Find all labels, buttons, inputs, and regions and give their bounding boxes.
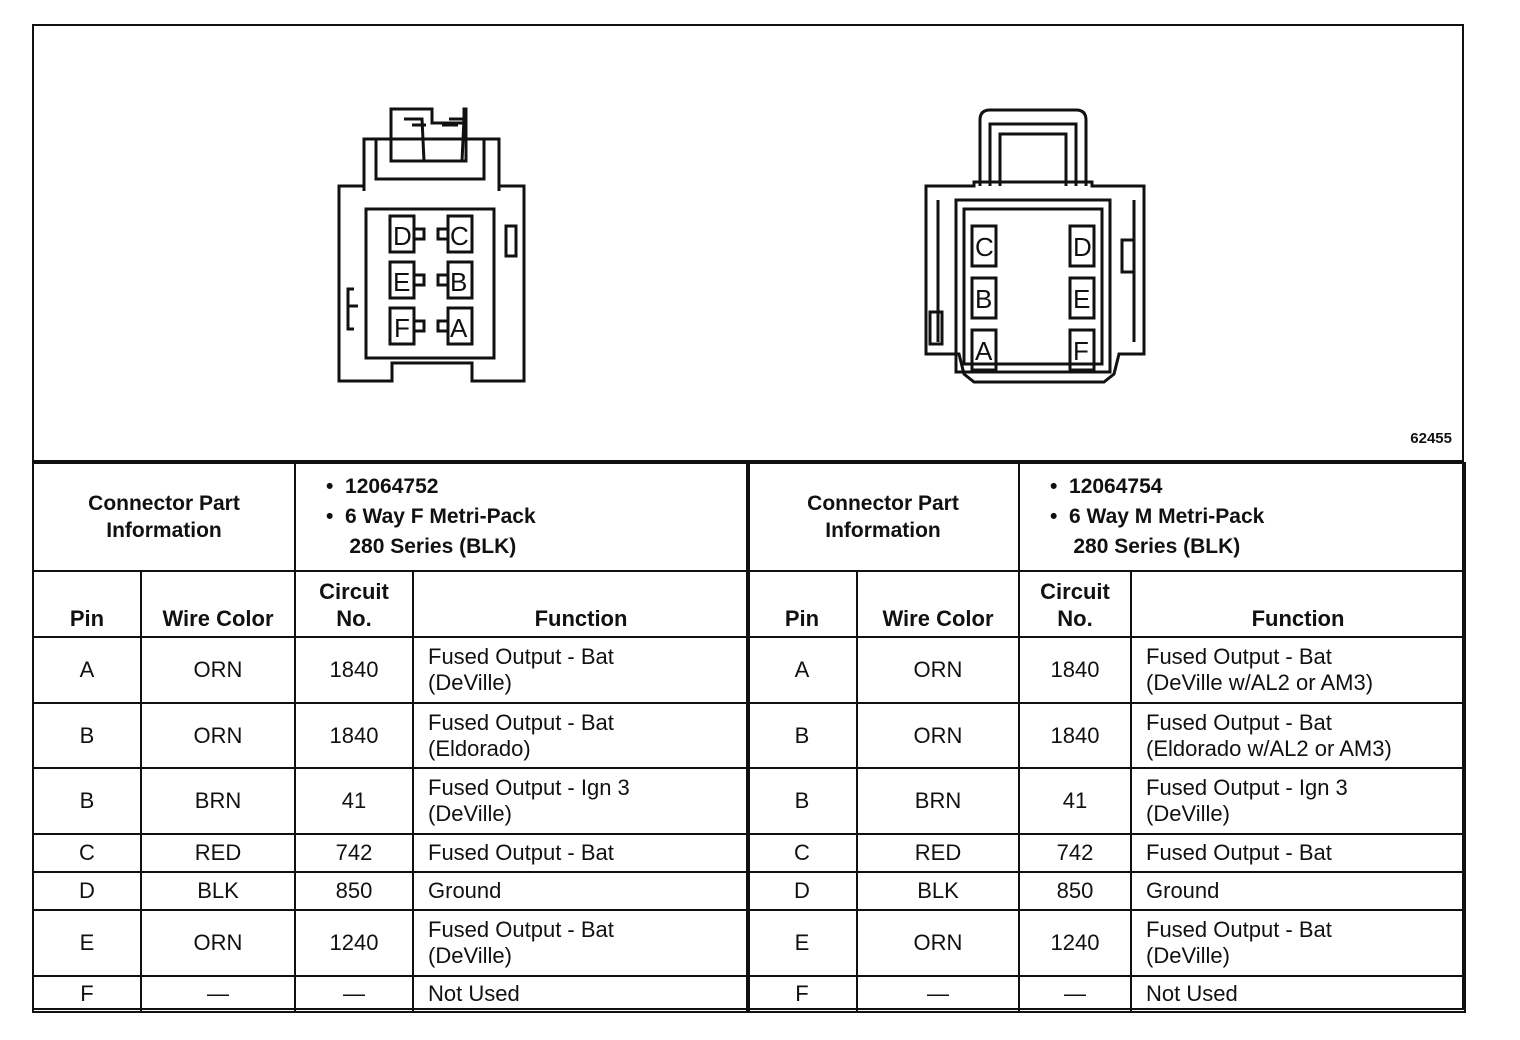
pin-cell: A xyxy=(747,637,857,703)
pin-label-f: F xyxy=(394,313,410,343)
function-line: (Eldorado w/AL2 or AM3) xyxy=(1146,735,1392,761)
function-line: Ground xyxy=(428,878,502,903)
table-row xyxy=(747,637,1465,703)
function-cell xyxy=(1131,637,1465,703)
wire-color-cell: RED xyxy=(857,834,1019,872)
function-line: Fused Output - Bat xyxy=(428,644,614,669)
col-header-pin: Pin xyxy=(33,571,141,637)
function-cell xyxy=(413,872,749,910)
table-row xyxy=(747,703,1465,768)
pin-cell: E xyxy=(33,910,141,976)
table-row xyxy=(33,976,749,1012)
pin-label-e: E xyxy=(393,267,411,297)
function-line: Fused Output - Bat xyxy=(1146,709,1332,735)
wire-color-cell: ORN xyxy=(141,910,295,976)
wire-color-cell: ORN xyxy=(141,637,295,703)
function-line: (DeVille) xyxy=(1146,943,1230,968)
right-connector-table xyxy=(746,462,1466,1013)
pin-cell: F xyxy=(33,976,141,1012)
wire-color-cell: BRN xyxy=(141,768,295,834)
function-cell xyxy=(413,703,749,768)
wire-color-cell: ORN xyxy=(857,910,1019,976)
table-row xyxy=(747,768,1465,834)
function-cell xyxy=(413,768,749,834)
pin-cell: B xyxy=(33,768,141,834)
col-header-function: Function xyxy=(413,571,749,637)
connector-info-title: Connector Part Information xyxy=(33,463,295,571)
circuit-cell: 850 xyxy=(1019,872,1131,910)
pin-label-f: F xyxy=(1073,336,1089,366)
col-header-wire-color: Wire Color xyxy=(857,571,1019,637)
function-line: Fused Output - Bat xyxy=(1146,644,1332,669)
function-line: (Eldorado) xyxy=(428,735,531,761)
pin-label-a: A xyxy=(975,336,993,366)
wire-color-cell: ORN xyxy=(141,703,295,768)
function-cell xyxy=(1131,834,1465,872)
function-cell xyxy=(1131,976,1465,1012)
function-line: Not Used xyxy=(1146,981,1238,1006)
pin-label-c: C xyxy=(975,232,994,262)
function-line: Fused Output - Bat xyxy=(428,709,614,735)
pin-label-d: D xyxy=(1073,232,1092,262)
wire-color-cell: BLK xyxy=(141,872,295,910)
table-row xyxy=(33,637,749,703)
function-cell xyxy=(1131,768,1465,834)
pin-label-b: B xyxy=(450,267,468,297)
pin-label-a: A xyxy=(450,313,468,343)
circuit-cell: 1840 xyxy=(295,703,413,768)
pin-label-d: D xyxy=(393,221,412,251)
function-line: Fused Output - Bat xyxy=(1146,917,1332,942)
female-connector-drawing xyxy=(334,101,534,391)
circuit-cell: — xyxy=(1019,976,1131,1012)
wire-color-cell: BLK xyxy=(857,872,1019,910)
function-line: Fused Output - Bat xyxy=(428,840,614,865)
wire-color-cell: RED xyxy=(141,834,295,872)
circuit-cell: 742 xyxy=(295,834,413,872)
connector-info-title: Connector Part Information xyxy=(747,463,1019,571)
left-connector-table xyxy=(32,462,750,1013)
wire-color-cell: BRN xyxy=(857,768,1019,834)
function-line: (DeVille w/AL2 or AM3) xyxy=(1146,670,1374,695)
function-cell xyxy=(1131,872,1465,910)
function-line: Not Used xyxy=(428,981,520,1006)
circuit-cell: 1240 xyxy=(1019,910,1131,976)
male-connector-drawing xyxy=(914,104,1154,394)
table-row xyxy=(33,872,749,910)
table-row xyxy=(747,872,1465,910)
pinout-tables xyxy=(34,460,1462,1010)
table-row xyxy=(747,910,1465,976)
circuit-cell: 1840 xyxy=(1019,637,1131,703)
pin-cell: A xyxy=(33,637,141,703)
diagram-frame xyxy=(32,24,1464,1010)
pin-label-e: E xyxy=(1073,284,1091,314)
table-row xyxy=(747,976,1465,1012)
circuit-cell: 742 xyxy=(1019,834,1131,872)
table-row xyxy=(33,834,749,872)
function-line: Fused Output - Bat xyxy=(1146,840,1332,865)
connector-part-info: • 12064754 • 6 Way M Metri-Pack 280 Series (BLK) xyxy=(1019,463,1465,571)
table-row xyxy=(33,768,749,834)
function-cell xyxy=(413,976,749,1012)
col-header-circuit: Circuit No. xyxy=(295,571,413,637)
circuit-cell: 41 xyxy=(295,768,413,834)
circuit-cell: 41 xyxy=(1019,768,1131,834)
pin-cell: F xyxy=(747,976,857,1012)
function-cell xyxy=(413,910,749,976)
pin-cell: D xyxy=(33,872,141,910)
connector-diagram-area xyxy=(34,26,1466,460)
pin-cell: B xyxy=(747,768,857,834)
function-cell xyxy=(413,834,749,872)
pin-cell: B xyxy=(33,703,141,768)
function-line: Fused Output - Bat xyxy=(428,917,614,942)
wire-color-cell: — xyxy=(141,976,295,1012)
pin-cell: C xyxy=(33,834,141,872)
function-line: (DeVille) xyxy=(428,801,512,826)
pin-cell: C xyxy=(747,834,857,872)
table-row xyxy=(33,703,749,768)
pin-label-c: C xyxy=(450,221,469,251)
wire-color-cell: — xyxy=(857,976,1019,1012)
pin-cell: D xyxy=(747,872,857,910)
function-line: (DeVille) xyxy=(428,670,512,695)
function-cell xyxy=(1131,703,1465,768)
col-header-function: Function xyxy=(1131,571,1465,637)
col-header-circuit: Circuit No. xyxy=(1019,571,1131,637)
circuit-cell: 1840 xyxy=(1019,703,1131,768)
col-header-pin: Pin xyxy=(747,571,857,637)
circuit-cell: 1840 xyxy=(295,637,413,703)
function-cell xyxy=(1131,910,1465,976)
col-header-wire-color: Wire Color xyxy=(141,571,295,637)
wire-color-cell: ORN xyxy=(857,703,1019,768)
function-line: (DeVille) xyxy=(428,943,512,968)
pin-label-b: B xyxy=(975,284,993,314)
function-line: Ground xyxy=(1146,878,1220,903)
pin-cell: B xyxy=(747,703,857,768)
wire-color-cell: ORN xyxy=(857,637,1019,703)
circuit-cell: 850 xyxy=(295,872,413,910)
function-line: (DeVille) xyxy=(1146,801,1230,826)
function-cell xyxy=(413,637,749,703)
table-row xyxy=(747,834,1465,872)
circuit-cell: 1240 xyxy=(295,910,413,976)
function-line: Fused Output - Ign 3 xyxy=(1146,775,1348,800)
circuit-cell: — xyxy=(295,976,413,1012)
table-row xyxy=(33,910,749,976)
pin-cell: E xyxy=(747,910,857,976)
connector-part-info: • 12064752 • 6 Way F Metri-Pack 280 Series (BLK) xyxy=(295,463,749,571)
figure-number: 62455 xyxy=(1410,430,1452,447)
function-line: Fused Output - Ign 3 xyxy=(428,775,630,800)
